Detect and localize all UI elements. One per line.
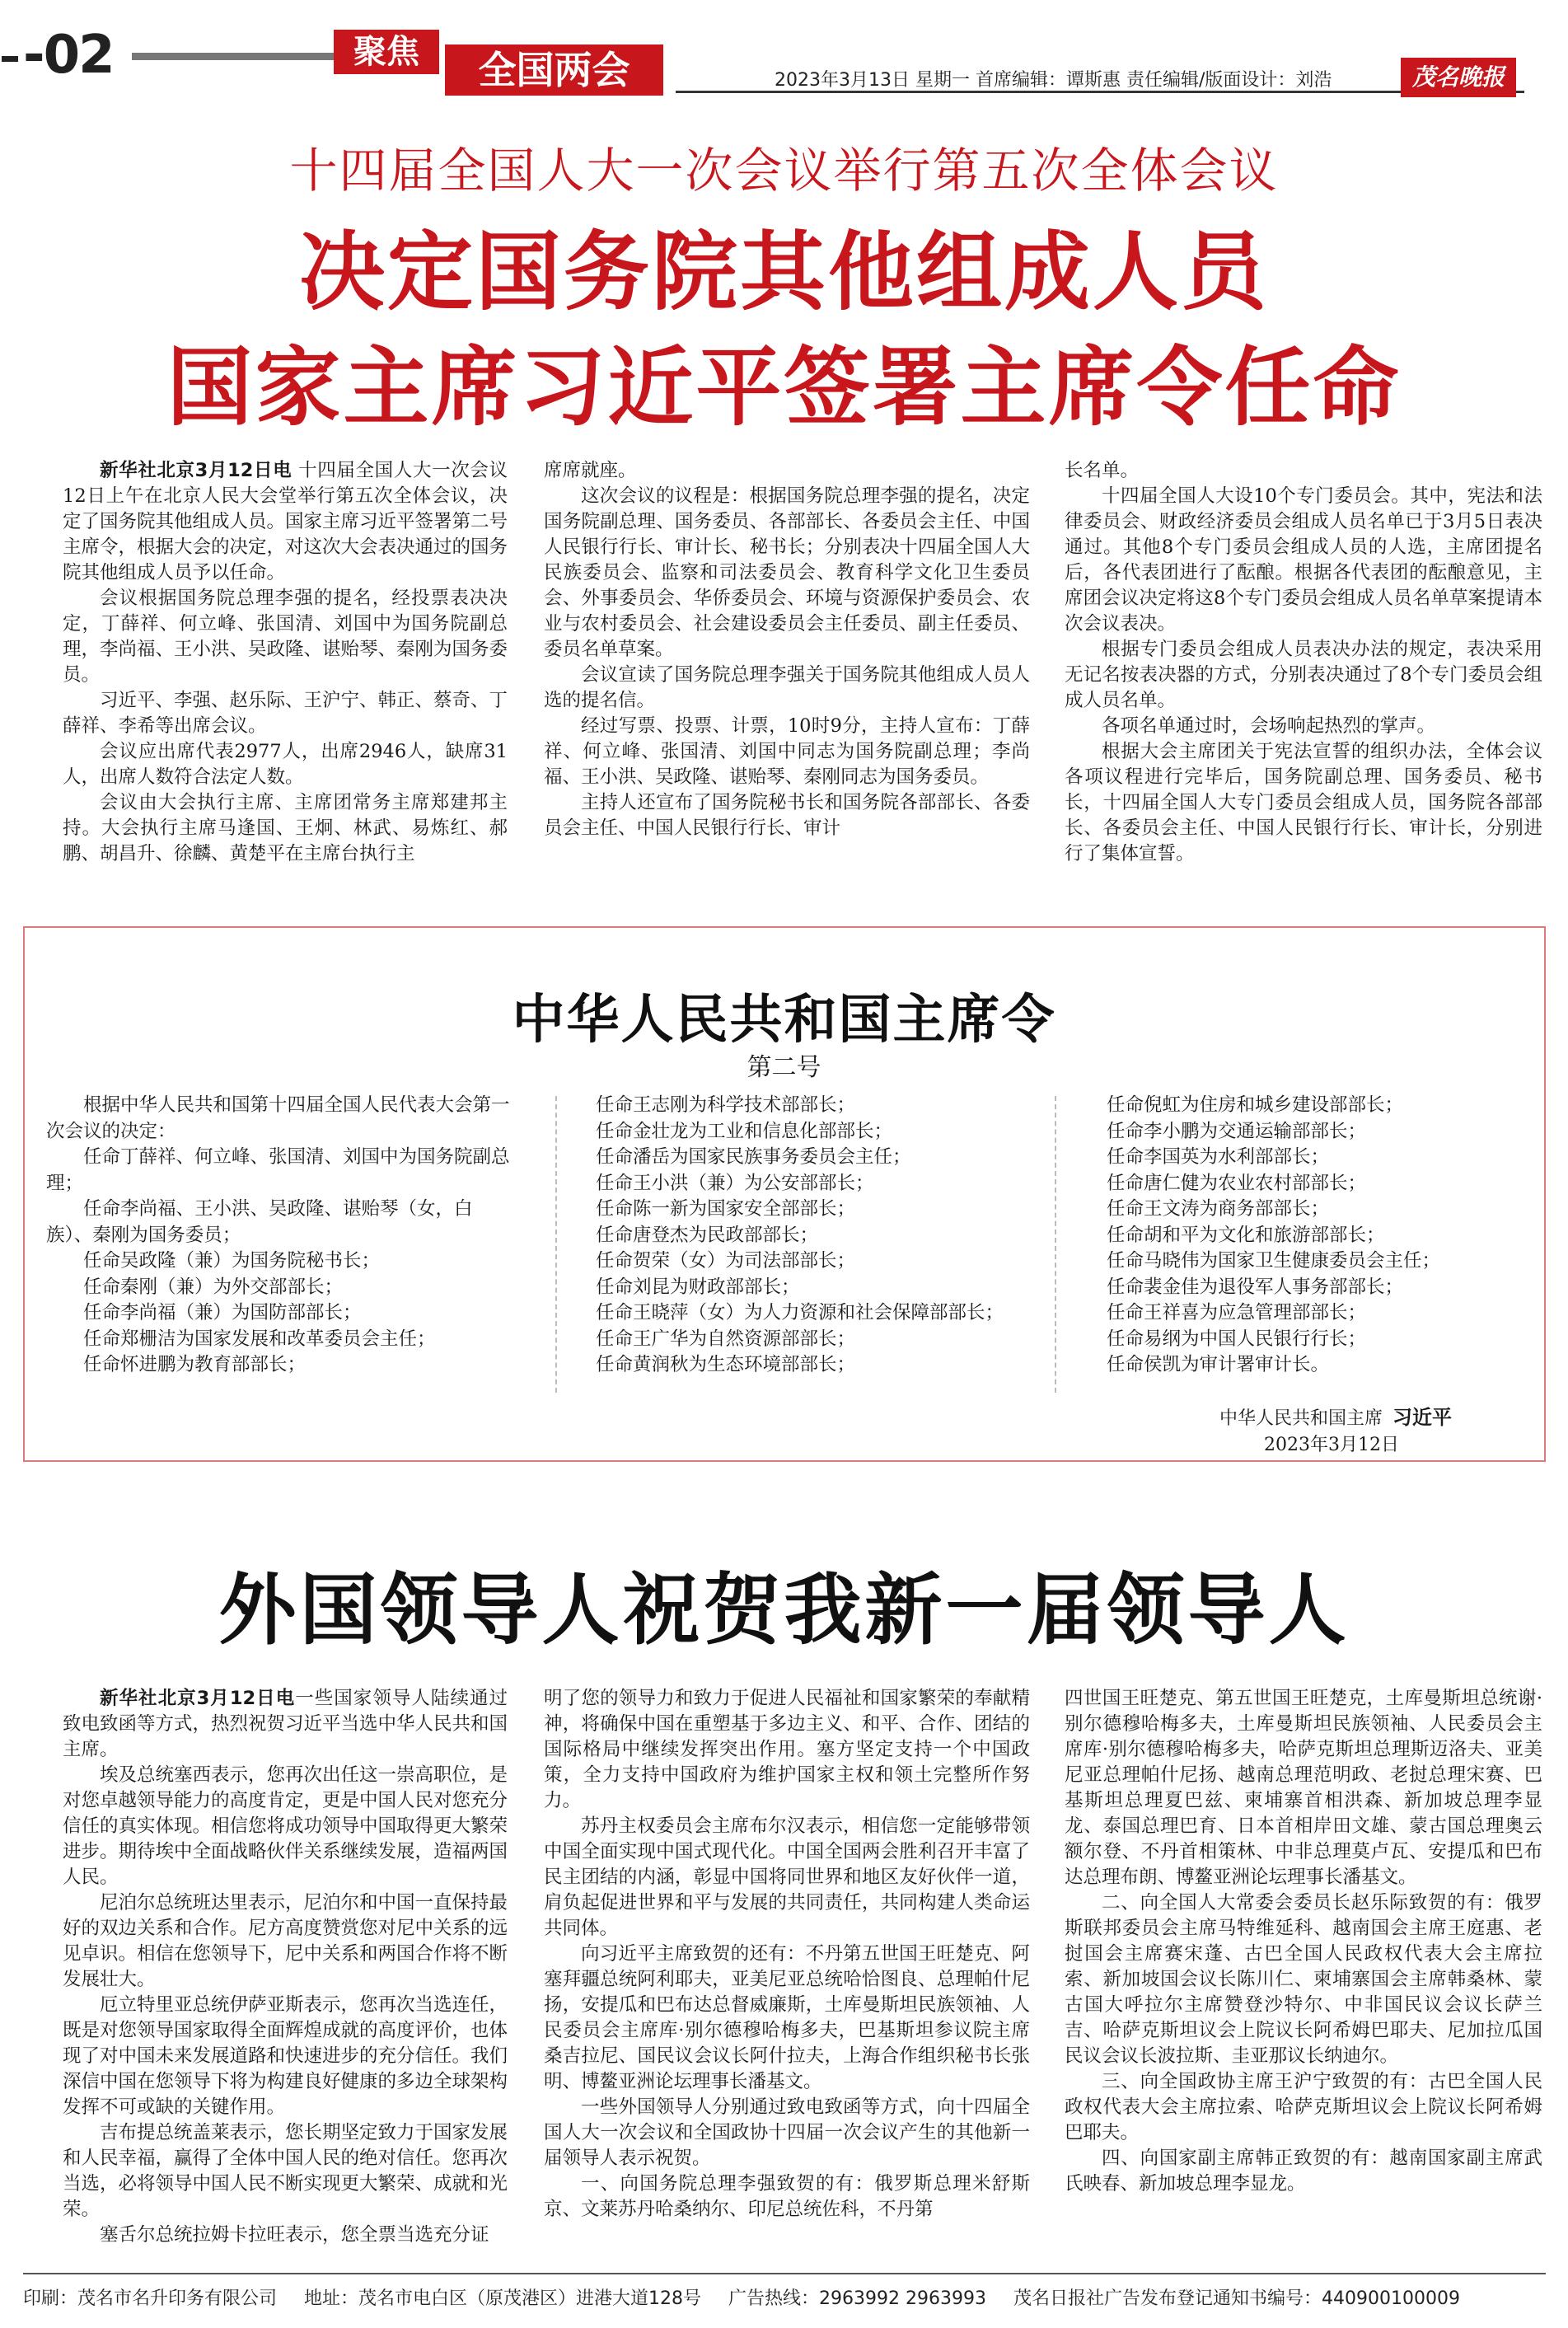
decree-item: 任命易纲为中国人民银行行长； [1107, 1328, 1367, 1350]
paragraph-text: 一些国家领导人陆续通过致电致函等方式，热烈祝贺习近平当选中华人民共和国主席。 [63, 1688, 508, 1760]
paragraph [63, 458, 508, 586]
decree-number: 第二号 [747, 1053, 821, 1082]
decree-column-2 [559, 1093, 1053, 1379]
paragraph [1065, 484, 1542, 637]
paragraph-text: 会议宣读了国务院总理李强关于国务院其他组成人员人选的提名信。 [544, 664, 1030, 711]
paragraph [63, 586, 508, 688]
paragraph-text: 根据大会主席团关于宪法宣誓的组织办法，全体会议各项议程进行完毕后，国务院副总理、国务委员、秘书长，十四届全国人大专门委员会组成人员，国务院各部部长、各委员会主任、中国人民银行行长、审计长，分别进行了集体宣誓。 [1065, 741, 1542, 864]
paragraph-text: 塞舌尔总统拉姆卡拉旺表示，您全票当选充分证 [100, 2224, 489, 2246]
decree-item: 任命王广华为自然资源部部长； [596, 1328, 856, 1350]
paragraph [544, 663, 1030, 714]
decree-item: 任命唐仁健为农业农村部部长； [1107, 1172, 1367, 1194]
decree-column-1 [46, 1093, 516, 1379]
paragraph-text: 厄立特里亚总统伊萨亚斯表示，您再次当选连任，既是对您领导国家取得全面辉煌成就的高度评价，也体现了对中国未来发展道路和快速进步的充分信任。我们深信中国在您领导下将为构建良好健康的多边全球架构发挥不可或缺的关键作用。 [63, 1994, 508, 2118]
article2-column-1 [63, 1686, 508, 2248]
decree-signature [1219, 1401, 1452, 1430]
paragraph-text: 四、向国家副主席韩正致贺的有：越南国家副主席武氏映春、新加坡总理李显龙。 [1065, 2148, 1542, 2195]
paragraph [63, 2223, 508, 2248]
article1-column-3 [1065, 458, 1542, 867]
paragraph-text: 十四届全国人大一次会议12日上午在北京人民大会堂举行第五次全体会议，决定了国务院其他组成人员。国家主席习近平签署第二号主席令，根据大会的决定，对这次大会表决通过的国务院其他组成人员予以任命。 [63, 460, 508, 583]
paragraph [63, 739, 508, 790]
paragraph-text: 会议根据国务院总理李强的提名，经投票表决决定，丁薛祥、何立峰、张国清、刘国中为国务院副总理，李尚福、王小洪、吴政隆、谌贻琴、秦刚为国务委员。 [63, 588, 508, 686]
decree-separator-2 [1055, 1096, 1056, 1393]
footer [23, 2284, 1546, 2310]
decree-item: 任命黄润秋为生态环境部部长； [596, 1354, 856, 1375]
paragraph [63, 1763, 508, 1890]
decree-item: 任命裴金佳为退役军人事务部部长； [1107, 1276, 1404, 1298]
paragraph [63, 790, 508, 867]
paragraph [1065, 714, 1542, 739]
paragraph [1065, 458, 1542, 484]
decree-item: 任命李小鹏为交通运输部部长； [1107, 1120, 1367, 1142]
decree-item: 任命刘昆为财政部部长； [596, 1276, 800, 1298]
decree-item: 任命李尚福、王小洪、吴政隆、谌贻琴（女，白族）、秦刚为国务委员； [46, 1198, 473, 1246]
decree-item: 任命郑栅洁为国家发展和改革委员会主任； [83, 1328, 436, 1350]
decree-item: 任命陈一新为国家安全部部长； [596, 1198, 856, 1220]
paragraph [1065, 2069, 1542, 2146]
decree-item: 任命唐登杰为民政部部长； [596, 1224, 819, 1246]
decree-item: 任命马晓伟为国家卫生健康委员会主任； [1107, 1250, 1441, 1272]
article1-column-1 [63, 458, 508, 867]
paragraph-text: 十四届全国人大设10个专门委员会。其中，宪法和法律委员会、财政经济委员会组成人员名单已于3月5日表决通过。其他8个专门委员会组成人员的人选，主席团提名后，各代表团进行了酝酿。根据各代表团的酝酿意见，主席团会议决定将这8个专门委员会组成人员名单草案提请本次会议表决。 [1065, 485, 1542, 635]
decree-item: 任命怀进鹏为教育部部长； [83, 1354, 307, 1375]
paragraph [1065, 1890, 1542, 2069]
paragraph [63, 2120, 508, 2223]
footer-printer: 印刷：茂名市名升印务有限公司 [23, 2288, 278, 2309]
article2-column-3 [1065, 1686, 1542, 2197]
signer-title: 中华人民共和国主席 [1219, 1408, 1383, 1429]
decree-item: 根据中华人民共和国第十四届全国人民代表大会第一次会议的决定： [46, 1094, 510, 1142]
article1-title-line2: 国家主席习近平签署主席令任命 [166, 337, 1402, 438]
paragraph [544, 1942, 1030, 2095]
paragraph [63, 1993, 508, 2120]
decree-item: 任命王文涛为商务部部长； [1107, 1198, 1330, 1220]
page-number: -02 [23, 25, 114, 86]
paragraph-text: 向习近平主席致贺的还有：不丹第五世国王旺楚克、阿塞拜疆总统阿利耶夫，亚美尼亚总统哈恰图良、总理帕什尼扬，安提瓜和巴布达总督威廉斯，土库曼斯坦民族领袖、人民委员会主席库·别尔德穆哈梅多夫，巴基斯坦参议院主席桑吉拉尼、国民议会议长阿什拉夫，上海合作组织秘书长张明、博鳌亚洲论坛理事长潘基文。 [544, 1943, 1030, 2092]
date-editor-line: 2023年3月13日 星期一 首席编辑：谭斯惠 责任编辑/版面设计：刘浩 [775, 70, 1332, 91]
paragraph-text: 会议应出席代表2977人，出席2946人，缺席31人，出席人数符合法定人数。 [63, 741, 508, 788]
paragraph-text: 二、向全国人大常委会委员长赵乐际致贺的有：俄罗斯联邦委员会主席马特维延科、越南国会主席王庭惠、老挝国会主席赛宋蓬、古巴全国人民政权代表大会主席拉索、新加坡国会议长陈川仁、柬埔寨国会主席韩桑林、蒙古国大呼拉尔主席赞登沙特尔、中非国民议会议长萨兰吉、哈萨克斯坦议会上院议长阿希姆巴耶夫、尼加拉瓜国民议会议长波拉斯、圭亚那议长纳迪尔。 [1065, 1892, 1542, 2067]
paragraph [63, 1686, 508, 1763]
decree-item: 任命李国英为水利部部长； [1107, 1146, 1330, 1168]
paragraph [1065, 1686, 1542, 1890]
paragraph-text: 吉布提总统盖莱表示，您长期坚定致力于国家发展和人民幸福，赢得了全体中国人民的绝对信任。您再次当选，必将领导中国人民不断实现更大繁荣、成就和光荣。 [63, 2122, 508, 2220]
decree-item: 任命李尚福（兼）为国防部部长； [83, 1302, 362, 1323]
paragraph [1065, 637, 1542, 714]
decree-item: 任命吴政隆（兼）为国务院秘书长； [83, 1250, 381, 1272]
paragraph [544, 1686, 1030, 1814]
decree-item: 任命金壮龙为工业和信息化部部长； [596, 1120, 893, 1142]
article1-title-line1: 决定国务院其他组成人员 [298, 222, 1269, 322]
paragraph-text: 习近平、李强、赵乐际、王沪宁、韩正、蔡奇、丁薛祥、李希等出席会议。 [63, 690, 508, 737]
paragraph [544, 1814, 1030, 1942]
paragraph-text: 长名单。 [1065, 460, 1140, 481]
paragraph-text: 苏丹主权委员会主席布尔汉表示，相信您一定能够带领中国全面实现中国式现代化。中国全国两会胜利召开丰富了民主团结的内涵，彰显中国将同世界和地区友好伙伴一道，肩负起促进世界和平与发展的共同责任，共同构建人类命运共同体。 [544, 1815, 1030, 1939]
paragraph-text: 一些外国领导人分别通过致电致函等方式，向十四届全国人大一次会议和全国政协十四届一次会议产生的其他新一届领导人表示祝贺。 [544, 2096, 1030, 2169]
paragraph-text: 根据专门委员会组成人员表决办法的规定，表决采用无记名按表决器的方式，分别表决通过了8个专门委员会组成人员名单。 [1065, 639, 1542, 711]
decree-item: 任命贺荣（女）为司法部部长； [596, 1250, 856, 1272]
footer-address: 地址：茂名市电白区（原茂港区）进港大道128号 [304, 2288, 702, 2309]
decree-item: 任命侯凯为审计署审计长。 [1107, 1354, 1330, 1375]
decree-title: 中华人民共和国主席令 [512, 990, 1056, 1051]
newspaper-logo: 茂名晚报 [1401, 58, 1516, 97]
decree-item: 任命王祥喜为应急管理部部长； [1107, 1302, 1367, 1323]
decree-item: 任命王志刚为科学技术部部长； [596, 1094, 856, 1116]
paragraph [63, 1890, 508, 1993]
focus-tag: 聚焦 [334, 30, 439, 74]
signer-name: 习近平 [1392, 1406, 1453, 1429]
paragraph [544, 458, 1030, 484]
paragraph-text: 经过写票、投票、计票，10时9分，主持人宣布：丁薛祥、何立峰、张国清、刘国中同志为国务院副总理；李尚福、王小洪、吴政隆、谌贻琴、秦刚同志为国务委员。 [544, 715, 1030, 788]
paragraph [1065, 2146, 1542, 2197]
decree-separator-1 [555, 1096, 557, 1393]
paragraph-text: 一、向国务院总理李强致贺的有：俄罗斯总理米舒斯京、文莱苏丹哈桑纳尔、印尼总统佐科，不丹第 [544, 2173, 1030, 2220]
dateline: 新华社北京3月12日电 [100, 460, 293, 481]
article1-kicker: 十四届全国人大一次会议举行第五次全体会议 [289, 143, 1279, 199]
decree-item: 任命秦刚（兼）为外交部部长； [83, 1276, 344, 1298]
paragraph-text: 埃及总统塞西表示，您再次出任这一崇高职位，是对您卓越领导能力的高度肯定，更是中国人民对您充分信任的真实体现。相信您将成功领导中国取得更大繁荣进步。期待埃中全面战略伙伴关系继续发展，造福两国人民。 [63, 1764, 508, 1888]
paragraph [544, 2095, 1030, 2171]
paragraph-text: 四世国王旺楚克、第五世国王旺楚克，土库曼斯坦总统谢·别尔德穆哈梅多夫，土库曼斯坦民族领袖、人民委员会主席库·别尔德穆哈梅多夫，哈萨克斯坦总理斯迈洛夫、亚美尼亚总理帕什尼扬、越南总理范明政、老挝总理宋赛、巴基斯坦总理夏巴兹、柬埔寨首相洪森、新加坡总理李显龙、泰国总理巴育、日本首相岸田文雄、蒙古国总理奥云额尔登、不丹首相策林、中非总理莫卢瓦、安提瓜和巴布达总理布朗、博鳌亚洲论坛理事长潘基文。 [1065, 1688, 1542, 1888]
footer-rule [23, 2273, 1546, 2274]
paragraph-text: 会议由大会执行主席、主席团常务主席郑建邦主持。大会执行主席马逢国、王炯、林武、易炼红、郝鹏、胡昌升、徐麟、黄楚平在主席台执行主 [63, 792, 508, 864]
dateline: 新华社北京3月12日电 [100, 1688, 296, 1709]
paragraph-text: 明了您的领导力和致力于促进人民福祉和国家繁荣的奉献精神，将确保中国在重塑基于多边主义、和平、合作、团结的国际格局中继续发挥突出作用。塞方坚定支持一个中国政策，全力支持中国政府为维护国家主权和领土完整所作努力。 [544, 1688, 1030, 1811]
paragraph [544, 790, 1030, 841]
decree-item: 任命倪虹为住房和城乡建设部部长； [1107, 1094, 1404, 1116]
paragraph-text: 三、向全国政协主席王沪宁致贺的有：古巴全国人民政权代表大会主席拉索、哈萨克斯坦议会上院议长阿希姆巴耶夫。 [1065, 2071, 1542, 2143]
decree-item: 任命胡和平为文化和旅游部部长； [1107, 1224, 1385, 1246]
footer-license: 茂名日报社广告发布登记通知书编号：440900100009 [1013, 2288, 1460, 2309]
paragraph-text: 尼泊尔总统班达里表示，尼泊尔和中国一直保持最好的双边关系和合作。尼方高度赞赏您对尼中关系的远见卓识。相信在您领导下，尼中关系和两国合作将不断发展壮大。 [63, 1892, 508, 1990]
section-tag: 全国两会 [445, 44, 663, 96]
paragraph [1065, 739, 1542, 867]
paragraph [544, 484, 1030, 663]
decree-item: 任命王晓萍（女）为人力资源和社会保障部部长； [596, 1302, 1004, 1323]
paragraph-text: 主持人还宣布了国务院秘书长和国务院各部部长、各委员会主任、中国人民银行行长、审计 [544, 792, 1030, 839]
paragraph-text: 各项名单通过时，会场响起热烈的掌声。 [1102, 715, 1436, 737]
article2-column-2 [544, 1686, 1030, 2223]
decree-item: 任命丁薛祥、何立峰、张国清、刘国中为国务院副总理； [46, 1146, 510, 1194]
decree-item: 任命王小洪（兼）为公安部部长； [596, 1172, 874, 1194]
decree-item: 任命潘岳为国家民族事务委员会主任； [596, 1146, 911, 1168]
decree-column-3 [1070, 1093, 1531, 1379]
paragraph [544, 2171, 1030, 2223]
paragraph [544, 714, 1030, 790]
paragraph-text: 席席就座。 [544, 460, 637, 481]
header-rule [132, 53, 334, 60]
article1-column-2 [544, 458, 1030, 841]
paragraph [63, 688, 508, 739]
decree-date: 2023年3月12日 [1264, 1435, 1399, 1455]
article2-title: 外国领导人祝贺我新一届领导人 [218, 1566, 1350, 1656]
paragraph-text: 这次会议的议程是：根据国务院总理李强的提名，决定国务院副总理、国务委员、各部部长、各委员会主任、中国人民银行行长、审计长、秘书长；分别表决十四届全国人大民族委员会、监察和司法委员会、教育科学文化卫生委员会、外事委员会、华侨委员会、环境与资源保护委员会、农业与农村委员会、社会建设委员会主任委员、副主任委员、委员名单草案。 [544, 485, 1030, 660]
footer-hotline: 广告热线：2963992 2963993 [728, 2288, 986, 2309]
